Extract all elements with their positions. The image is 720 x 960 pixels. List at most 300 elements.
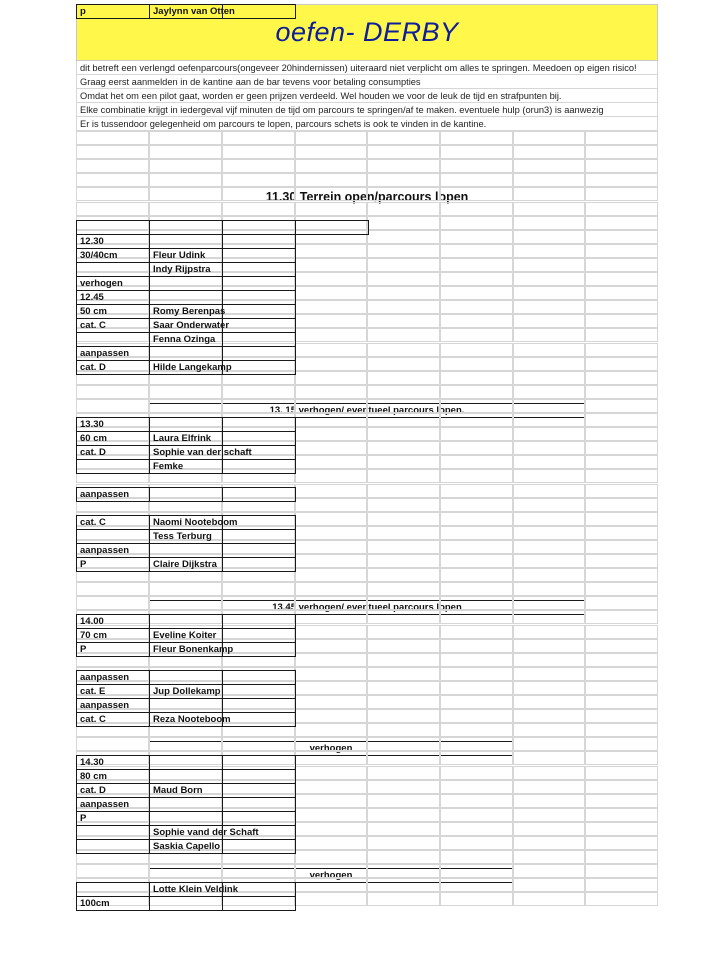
grid-cell (367, 540, 440, 554)
empty-cell (295, 220, 369, 235)
grid-cell (585, 427, 658, 441)
grid-cell (295, 850, 367, 864)
schedule-label-cell: cat. D (76, 783, 150, 798)
rider-name-cell: Lotte Klein Veldink (149, 882, 223, 897)
grid-cell (367, 850, 440, 864)
empty-cell (222, 487, 296, 502)
empty-cell (222, 755, 296, 770)
grid-cell (585, 258, 658, 272)
grid-cell (295, 582, 367, 596)
grid-cell (585, 864, 658, 878)
grid-cell (585, 850, 658, 864)
rider-name-cell: Fenna Ozinga (149, 332, 223, 347)
grid-cell (440, 794, 513, 808)
grid-cell (367, 272, 440, 286)
grid-cell (440, 596, 513, 610)
grid-cell (585, 667, 658, 681)
grid-cell (367, 723, 440, 737)
break-banner: 13.45 verhogen/ eventueel parcours lopen (149, 600, 585, 615)
rider-name-cell: Laura Elfrink (149, 431, 223, 446)
grid-cell (76, 385, 149, 399)
grid-cell (367, 300, 440, 314)
grid-cell (222, 173, 295, 187)
rider-name-cell (149, 346, 223, 361)
schedule-label-cell: aanpassen (76, 797, 150, 812)
grid-cell (440, 836, 513, 850)
grid-cell (585, 582, 658, 596)
grid-cell (440, 131, 513, 145)
grid-cell (585, 357, 658, 371)
grid-cell (513, 300, 585, 314)
grid-cell (295, 244, 367, 258)
grid-cell (367, 371, 440, 385)
grid-cell (513, 286, 585, 300)
grid-cell (222, 864, 295, 878)
rider-name-cell: Naomi Nooteboom (149, 515, 223, 530)
grid-cell (440, 568, 513, 582)
schedule-label-cell (76, 262, 150, 277)
grid-cell (367, 582, 440, 596)
grid-cell (513, 681, 585, 695)
grid-cell (440, 244, 513, 258)
schedule-label-cell: cat. C (76, 318, 150, 333)
info-line: Graag eerst aanmelden in de kantine aan de bar tevens voor betaling consumpties (76, 75, 658, 89)
grid-cell (367, 145, 440, 159)
grid-cell (585, 343, 658, 357)
grid-cell (585, 610, 658, 624)
grid-cell (149, 145, 222, 159)
rider-name-cell: Reza Nooteboom (149, 712, 223, 727)
grid-cell (295, 780, 367, 794)
grid-cell (585, 202, 658, 216)
grid-cell (585, 300, 658, 314)
grid-cell (585, 723, 658, 737)
schedule-label-cell: cat. D (76, 360, 150, 375)
grid-cell (585, 244, 658, 258)
grid-cell (76, 145, 149, 159)
grid-cell (367, 244, 440, 258)
grid-cell (367, 385, 440, 399)
grid-cell (440, 230, 513, 244)
grid-cell (585, 568, 658, 582)
schedule-label-cell: 12.45 (76, 290, 150, 305)
grid-cell (295, 653, 367, 667)
grid-cell (295, 596, 367, 610)
grid-cell (367, 343, 440, 357)
schedule-label-cell (76, 459, 150, 474)
empty-cell (222, 290, 296, 305)
info-line: Er is tussendoor gelegenheid om parcours te lopen, parcours schets is ook te vinden in de kantine. (76, 117, 658, 131)
grid-cell (76, 864, 149, 878)
break-banner: verhogen (149, 741, 513, 756)
rider-name-cell: Eveline Koiter (149, 628, 223, 643)
rider-name-cell (149, 290, 223, 305)
empty-cell (222, 276, 296, 291)
grid-cell (440, 512, 513, 526)
grid-cell (295, 709, 367, 723)
grid-cell (513, 512, 585, 526)
grid-cell (367, 639, 440, 653)
grid-cell (440, 258, 513, 272)
rider-name-cell (149, 811, 223, 826)
grid-cell (295, 836, 367, 850)
rider-name-cell: Romy Berenpas (149, 304, 223, 319)
grid-cell (585, 780, 658, 794)
empty-cell (222, 882, 296, 897)
grid-cell (440, 484, 513, 498)
grid-cell (440, 357, 513, 371)
grid-cell (585, 216, 658, 230)
grid-cell (295, 766, 367, 780)
grid-cell (440, 610, 513, 624)
grid-cell (440, 878, 513, 892)
grid-cell (295, 328, 367, 342)
grid-cell (440, 300, 513, 314)
grid-cell (295, 427, 367, 441)
grid-cell (295, 695, 367, 709)
grid-cell (513, 526, 585, 540)
grid-cell (513, 794, 585, 808)
grid-cell (513, 653, 585, 667)
schedule-label-cell (76, 825, 150, 840)
rider-name-cell (149, 543, 223, 558)
grid-cell (513, 864, 585, 878)
rider-name-cell: Sophie vand der Schaft (149, 825, 223, 840)
grid-cell (367, 455, 440, 469)
grid-cell (440, 540, 513, 554)
empty-cell (222, 360, 296, 375)
schedule-label-cell: 60 cm (76, 431, 150, 446)
grid-cell (585, 822, 658, 836)
grid-cell (440, 371, 513, 385)
grid-cell (513, 343, 585, 357)
empty-cell (222, 304, 296, 319)
empty-cell (222, 431, 296, 446)
grid-cell (440, 173, 513, 187)
schedule-label-cell: P (76, 811, 150, 826)
grid-cell (513, 850, 585, 864)
grid-cell (295, 300, 367, 314)
rider-name-cell (149, 670, 223, 685)
grid-cell (440, 187, 513, 201)
grid-cell (585, 653, 658, 667)
schedule-label-cell: cat. C (76, 515, 150, 530)
grid-cell (295, 723, 367, 737)
grid-cell (513, 258, 585, 272)
grid-cell (222, 202, 295, 216)
grid-cell (367, 766, 440, 780)
grid-cell (295, 540, 367, 554)
grid-cell (440, 413, 513, 427)
empty-cell (222, 839, 296, 854)
grid-cell (149, 173, 222, 187)
grid-cell (585, 399, 658, 413)
empty-cell (222, 220, 296, 235)
grid-cell (513, 441, 585, 455)
grid-cell (295, 343, 367, 357)
grid-cell (367, 681, 440, 695)
grid-cell (295, 286, 367, 300)
spreadsheet (76, 4, 658, 911)
schedule-label-cell (76, 839, 150, 854)
grid-cell (222, 737, 295, 751)
empty-cell (222, 670, 296, 685)
grid-cell (513, 230, 585, 244)
grid-cell (440, 766, 513, 780)
grid-cell (76, 582, 149, 596)
grid-cell (440, 653, 513, 667)
grid-cell (367, 794, 440, 808)
schedule-label-cell: 13.30 (76, 417, 150, 432)
schedule-label-cell (76, 529, 150, 544)
grid-cell (440, 272, 513, 286)
grid-cell (295, 625, 367, 639)
grid-cell (367, 596, 440, 610)
grid-cell (585, 187, 658, 201)
grid-cell (585, 230, 658, 244)
grid-cell (367, 709, 440, 723)
grid-cell (222, 145, 295, 159)
rider-name-cell: Fleur Udink (149, 248, 223, 263)
grid-cell (367, 610, 440, 624)
grid-cell (513, 766, 585, 780)
grid-cell (585, 794, 658, 808)
grid-cell (295, 484, 367, 498)
grid-cell (440, 864, 513, 878)
empty-cell (222, 628, 296, 643)
schedule-label-cell: 100cm (76, 896, 150, 911)
grid-cell (513, 131, 585, 145)
grid-cell (585, 145, 658, 159)
rider-name-cell (149, 755, 223, 770)
empty-cell (222, 417, 296, 432)
grid-cell (149, 737, 222, 751)
grid-cell (513, 540, 585, 554)
schedule-label-cell: aanpassen (76, 346, 150, 361)
grid-cell (513, 202, 585, 216)
grid-cell (440, 723, 513, 737)
grid-cell (367, 864, 440, 878)
grid-cell (513, 173, 585, 187)
schedule-label-cell: aanpassen (76, 698, 150, 713)
empty-cell (222, 896, 296, 911)
grid-cell (295, 681, 367, 695)
grid-cell (585, 554, 658, 568)
grid-cell (222, 187, 295, 201)
grid-cell (440, 892, 513, 906)
rider-name-cell (149, 698, 223, 713)
grid-cell (513, 568, 585, 582)
grid-cell (513, 836, 585, 850)
grid-cell (513, 892, 585, 906)
schedule-label-cell (76, 332, 150, 347)
grid-cell (513, 498, 585, 512)
grid-cell (76, 131, 149, 145)
grid-cell (440, 343, 513, 357)
grid-cell (585, 371, 658, 385)
grid-cell (295, 526, 367, 540)
schedule-label-cell: 50 cm (76, 304, 150, 319)
grid-cell (585, 286, 658, 300)
info-line: Elke combinatie krijgt in iedergeval vijf minuten de tijd om parcours te springen/af te maken. eventuele hulp (orun3) is aanwezig (76, 103, 658, 117)
grid-cell (585, 173, 658, 187)
grid-cell (585, 766, 658, 780)
grid-cell (367, 187, 440, 201)
rider-name-cell: Sophie van der schaft (149, 445, 223, 460)
grid-cell (513, 216, 585, 230)
grid-cell (440, 314, 513, 328)
grid-cell (76, 159, 149, 173)
empty-cell (222, 769, 296, 784)
grid-cell (295, 357, 367, 371)
empty-cell (222, 557, 296, 572)
rider-name-cell: Tess Terburg (149, 529, 223, 544)
grid-cell (513, 145, 585, 159)
grid-cell (513, 780, 585, 794)
grid-cell (585, 413, 658, 427)
grid-cell (513, 582, 585, 596)
grid-cell (149, 385, 222, 399)
grid-cell (585, 441, 658, 455)
grid-cell (440, 822, 513, 836)
schedule-label-cell: 80 cm (76, 769, 150, 784)
grid-cell (440, 709, 513, 723)
grid-cell (367, 625, 440, 639)
grid-cell (440, 582, 513, 596)
empty-cell (222, 459, 296, 474)
rider-name-cell (149, 234, 223, 249)
grid-cell (513, 328, 585, 342)
empty-cell (222, 262, 296, 277)
grid-cell (295, 667, 367, 681)
rider-name-cell (149, 614, 223, 629)
grid-cell (513, 625, 585, 639)
grid-cell (585, 131, 658, 145)
grid-cell (367, 695, 440, 709)
grid-cell (513, 385, 585, 399)
grid-cell (585, 836, 658, 850)
schedule-label-cell: P (76, 557, 150, 572)
grid-cell (440, 737, 513, 751)
grid-cell (513, 695, 585, 709)
rider-name-cell: Fleur Bonenkamp (149, 642, 223, 657)
grid-cell (513, 314, 585, 328)
grid-cell (367, 441, 440, 455)
grid-cell (76, 187, 149, 201)
grid-cell (440, 681, 513, 695)
schedule-label-cell: P (76, 642, 150, 657)
grid-cell (295, 469, 367, 483)
grid-cell (367, 780, 440, 794)
grid-cell (440, 159, 513, 173)
grid-cell (76, 596, 149, 610)
grid-cell (513, 159, 585, 173)
grid-cell (440, 498, 513, 512)
schedule-label-cell: aanpassen (76, 543, 150, 558)
grid-cell (585, 328, 658, 342)
rider-name-cell: Claire Dijkstra (149, 557, 223, 572)
grid-cell (513, 751, 585, 765)
grid-cell (367, 413, 440, 427)
rider-name-cell: Saar Onderwater (149, 318, 223, 333)
schedule-heading: 11.30 Terrein open/parcours lopen (265, 190, 469, 204)
grid-cell (367, 892, 440, 906)
empty-cell (222, 4, 296, 19)
grid-cell (440, 751, 513, 765)
grid-cell (585, 878, 658, 892)
grid-cell (222, 159, 295, 173)
empty-cell (222, 698, 296, 713)
grid-cell (367, 822, 440, 836)
grid-cell (295, 159, 367, 173)
break-banner: verhogen (149, 868, 513, 883)
empty-cell (222, 346, 296, 361)
rider-name-cell (149, 487, 223, 502)
grid-cell (367, 498, 440, 512)
grid-cell (295, 455, 367, 469)
grid-cell (295, 737, 367, 751)
empty-cell (149, 220, 223, 235)
grid-cell (222, 385, 295, 399)
grid-cell (440, 850, 513, 864)
grid-cell (513, 413, 585, 427)
grid-cell (367, 568, 440, 582)
grid-cell (295, 173, 367, 187)
grid-cell (295, 878, 367, 892)
grid-cell (149, 864, 222, 878)
grid-cell (513, 723, 585, 737)
schedule-label-cell: 14.30 (76, 755, 150, 770)
grid-cell (513, 399, 585, 413)
grid-cell (295, 385, 367, 399)
grid-cell (222, 131, 295, 145)
empty-cell (222, 684, 296, 699)
grid-cell (440, 526, 513, 540)
grid-cell (513, 427, 585, 441)
grid-cell (585, 314, 658, 328)
grid-cell (513, 469, 585, 483)
grid-cell (367, 653, 440, 667)
grid-cell (295, 568, 367, 582)
grid-cell (585, 808, 658, 822)
grid-cell (222, 582, 295, 596)
grid-cell (149, 202, 222, 216)
grid-cell (585, 385, 658, 399)
grid-cell (513, 639, 585, 653)
grid-cell (295, 639, 367, 653)
grid-cell (295, 371, 367, 385)
empty-cell (222, 318, 296, 333)
schedule-label-cell (76, 882, 150, 897)
grid-cell (149, 596, 222, 610)
grid-cell (585, 455, 658, 469)
grid-cell (513, 484, 585, 498)
empty-cell (222, 783, 296, 798)
grid-cell (513, 709, 585, 723)
grid-cell (440, 780, 513, 794)
grid-cell (440, 808, 513, 822)
grid-cell (295, 187, 367, 201)
grid-cell (367, 737, 440, 751)
grid-cell (585, 272, 658, 286)
grid-cell (513, 244, 585, 258)
grid-cell (440, 385, 513, 399)
grid-cell (513, 822, 585, 836)
grid-cell (367, 131, 440, 145)
rider-name-cell: Femke (149, 459, 223, 474)
grid-cell (367, 751, 440, 765)
rider-name-cell (149, 797, 223, 812)
